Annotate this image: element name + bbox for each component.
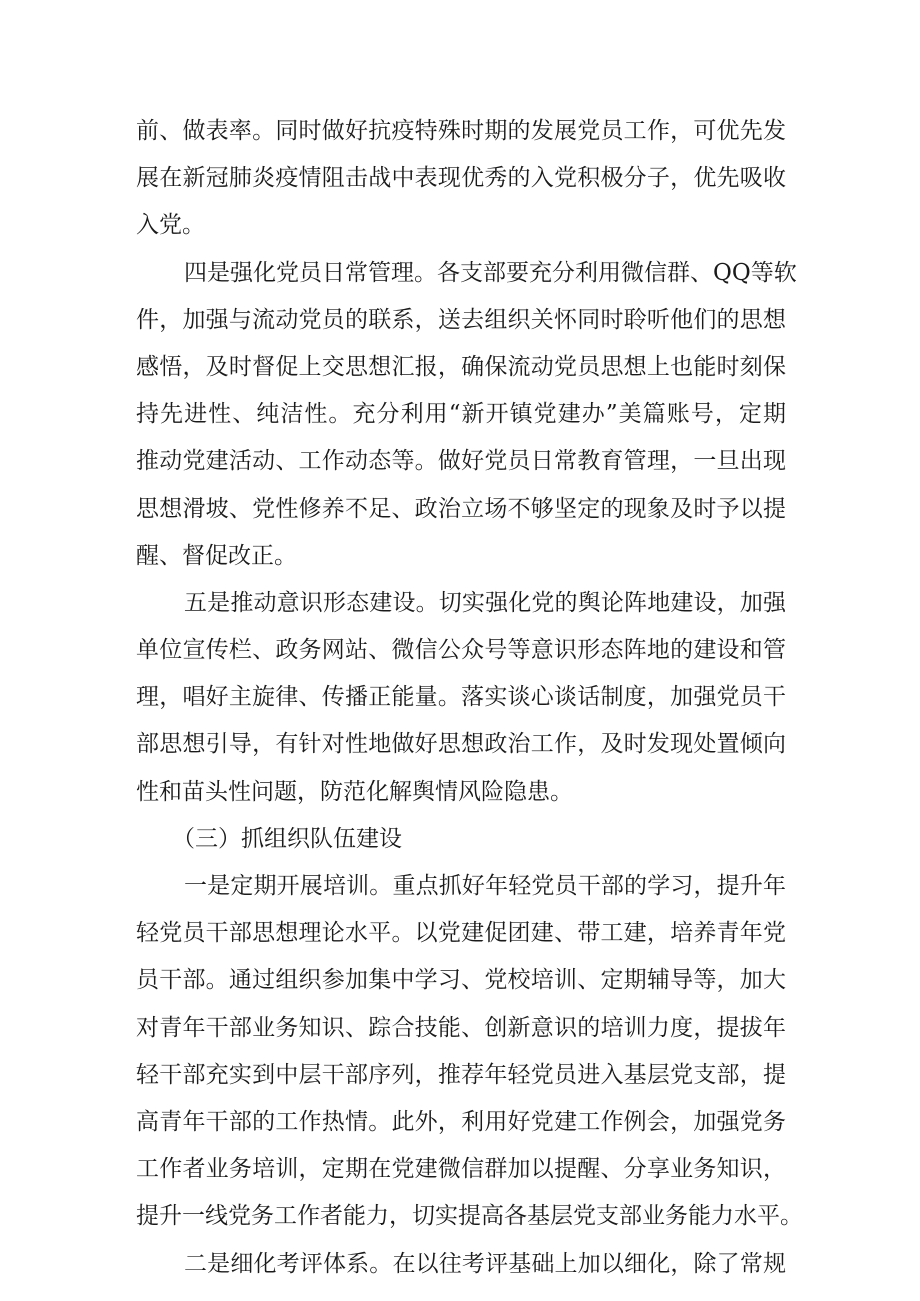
text-line: 件，加强与流动党员的联系，送去组织关怀同时聆听他们的思想 (136, 306, 786, 333)
text-line: 思想滑坡、党性修养不足、政治立场不够坚定的现象及时予以提 (136, 495, 786, 522)
text-line: 四是强化党员日常管理。各支部要充分利用微信群、QQ等软 (184, 259, 797, 286)
text-line: 醒、督促改正。 (136, 542, 297, 569)
text-line: 展在新冠肺炎疫情阻击战中表现优秀的入党积极分子，优先吸收 (136, 165, 786, 192)
text-line: 提升一线党务工作者能力，切实提高各基层党支部业务能力水平。 (136, 1203, 803, 1230)
text-line: 入党。 (136, 212, 205, 239)
text-line: 前、做表率。同时做好抗疫特殊时期的发展党员工作，可优先发 (136, 118, 786, 144)
text-line: 工作者业务培训，定期在党建微信群加以提醒、分享业务知识， (136, 1156, 786, 1183)
text-line: 持先进性、纯洁性。充分利用“新开镇党建办”美篇账号，定期 (136, 401, 786, 428)
text-line: 二是细化考评体系。在以往考评基础上加以细化，除了常规 (184, 1250, 786, 1277)
text-line: 感悟，及时督促上交思想汇报，确保流动党员思想上也能时刻保 (136, 353, 786, 380)
text-line: 一是定期开展培训。重点抓好年轻党员干部的学习，提升年 (184, 873, 786, 899)
text-line: 对青年干部业务知识、踪合技能、创新意识的培训力度，提拔年 (136, 1014, 786, 1041)
text-line: 性和苗头性问题，防范化解舆情风险隐患。 (136, 778, 573, 805)
text-line: 理，唱好主旋律、传播正能量。落实谈心谈话制度，加强党员干 (136, 684, 786, 711)
text-line: 员干部。通过组织参加集中学习、党校培训、定期辅导等，加大 (136, 967, 786, 994)
text-line: 部思想引导，有针对性地做好思想政治工作，及时发现处置倾向 (136, 731, 786, 758)
text-line: 单位宣传栏、政务网站、微信公众号等意识形态阵地的建设和管 (136, 637, 786, 664)
text-line: 轻党员干部思想理论水平。以党建促团建、带工建，培养青年党 (136, 920, 786, 947)
text-line: 轻干部充实到中层干部序列，推荐年轻党员进入基层党支部，提 (136, 1061, 786, 1088)
text-line: 推动党建活动、工作动态等。做好党员日常教育管理，一旦出现 (136, 448, 786, 475)
document-body (136, 108, 803, 1288)
section-heading: （三）抓组织队伍建设 (172, 825, 402, 852)
text-line: 五是推动意识形态建设。切实强化党的舆论阵地建设，加强 (184, 589, 786, 616)
text-line: 高青年干部的工作热情。此外，利用好党建工作例会，加强党务 (136, 1108, 786, 1135)
